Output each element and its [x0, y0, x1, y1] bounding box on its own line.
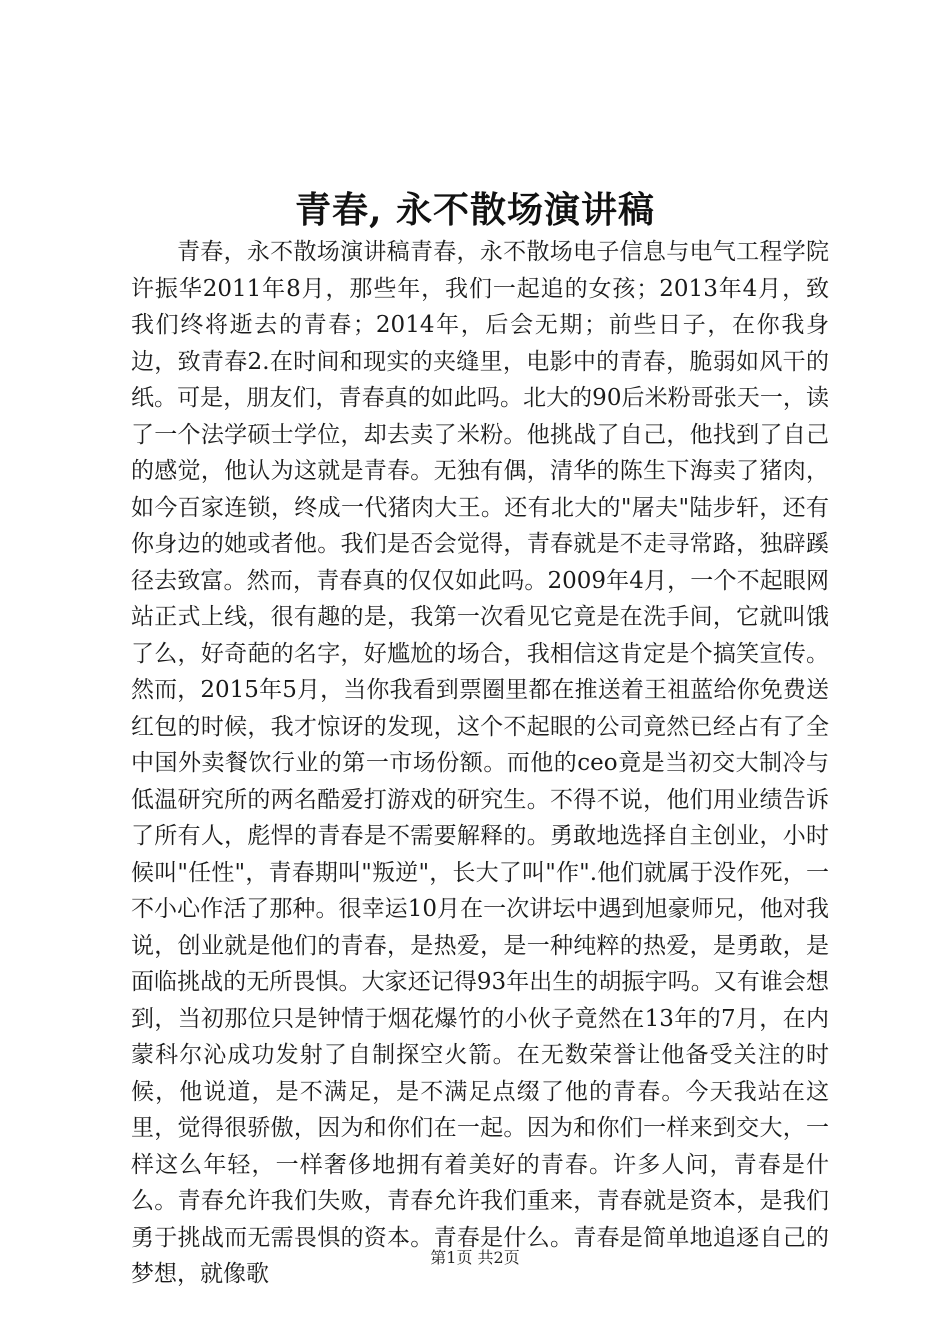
- document-title: 青春, 永不散场演讲稿: [294, 189, 656, 231]
- page-footer: 第1页 共2页: [430, 1248, 520, 1267]
- document-body-text: 青春，永不散场演讲稿青春，永不散场电子信息与电气工程学院许振华2011年8月，那些年，我们一起追的女孩；2013年4月，致我们终将逝去的青春；2014年，后会无期；前些日子，在你我身边，致青春2.在时间和现实的夹缝里，电影中的青春，脆弱如风干的纸。可是，朋友们，青春真的如此吗。北大的90后米粉哥张天一，读了一个法学硕士学位，却去卖了米粉。他挑战了自己，他找到了自己的感觉，他认为这就是青春。无独有偶，清华的陈生下海卖了猪肉，如今百家连锁，终成一代猪肉大王。还有北大的"屠夫"陆步轩，还有你身边的她或者他。我们是否会觉得，青春就是不走寻常路，独辟蹊径去致富。然而，青春真的仅仅如此吗。2009年4月，一个不起眼网站正式上线，很有趣的是，我第一次看见它竟是在洗手间，它就叫饿了么，好奇葩的名字，好尴尬的场合，我相信这肯定是个搞笑宣传。然而，2015年5月，当你我看到票圈里都在推送着王祖蓝给你免费送红包的时候，我才惊讶的发现，这个不起眼的公司竟然已经占有了全中国外卖餐饮行业的第一市场份额。而他的ceo竟是当初交大制冷与低温研究所的两名酷爱打游戏的研究生。不得不说，他们用业绩告诉了所有人，彪悍的青春是不需要解释的。勇敢地选择自主创业，小时候叫"任性"，青春期叫"叛逆"，长大了叫"作".他们就属于没作死，一不小心作活了那种。很幸运10月在一次讲坛中遇到旭豪师兄，他对我说，创业就是他们的青春，是热爱，是一种纯粹的热爱，是勇敢，是面临挑战的无所畏惧。大家还记得93年出生的胡振宇吗。又有谁会想到，当初那位只是钟情于烟花爆竹的小伙子竟然在13年的7月，在内蒙科尔沁成功发射了自制探空火箭。在无数荣誉让他备受关注的时候，他说道，是不满足，是不满足点缀了他的青春。今天我站在这里，觉得很骄傲，因为和你们在一起。因为和你们一样来到交大，一样这么年轻，一样奢侈地拥有着美好的青春。许多人问，青春是什么。青春允许我们失败，青春允许我们重来，青春就是资本，是我们勇于挑战而无需畏惧的资本。青春是什么。青春是简单地追逐自己的梦想，就像歌: [131, 239, 829, 1287]
